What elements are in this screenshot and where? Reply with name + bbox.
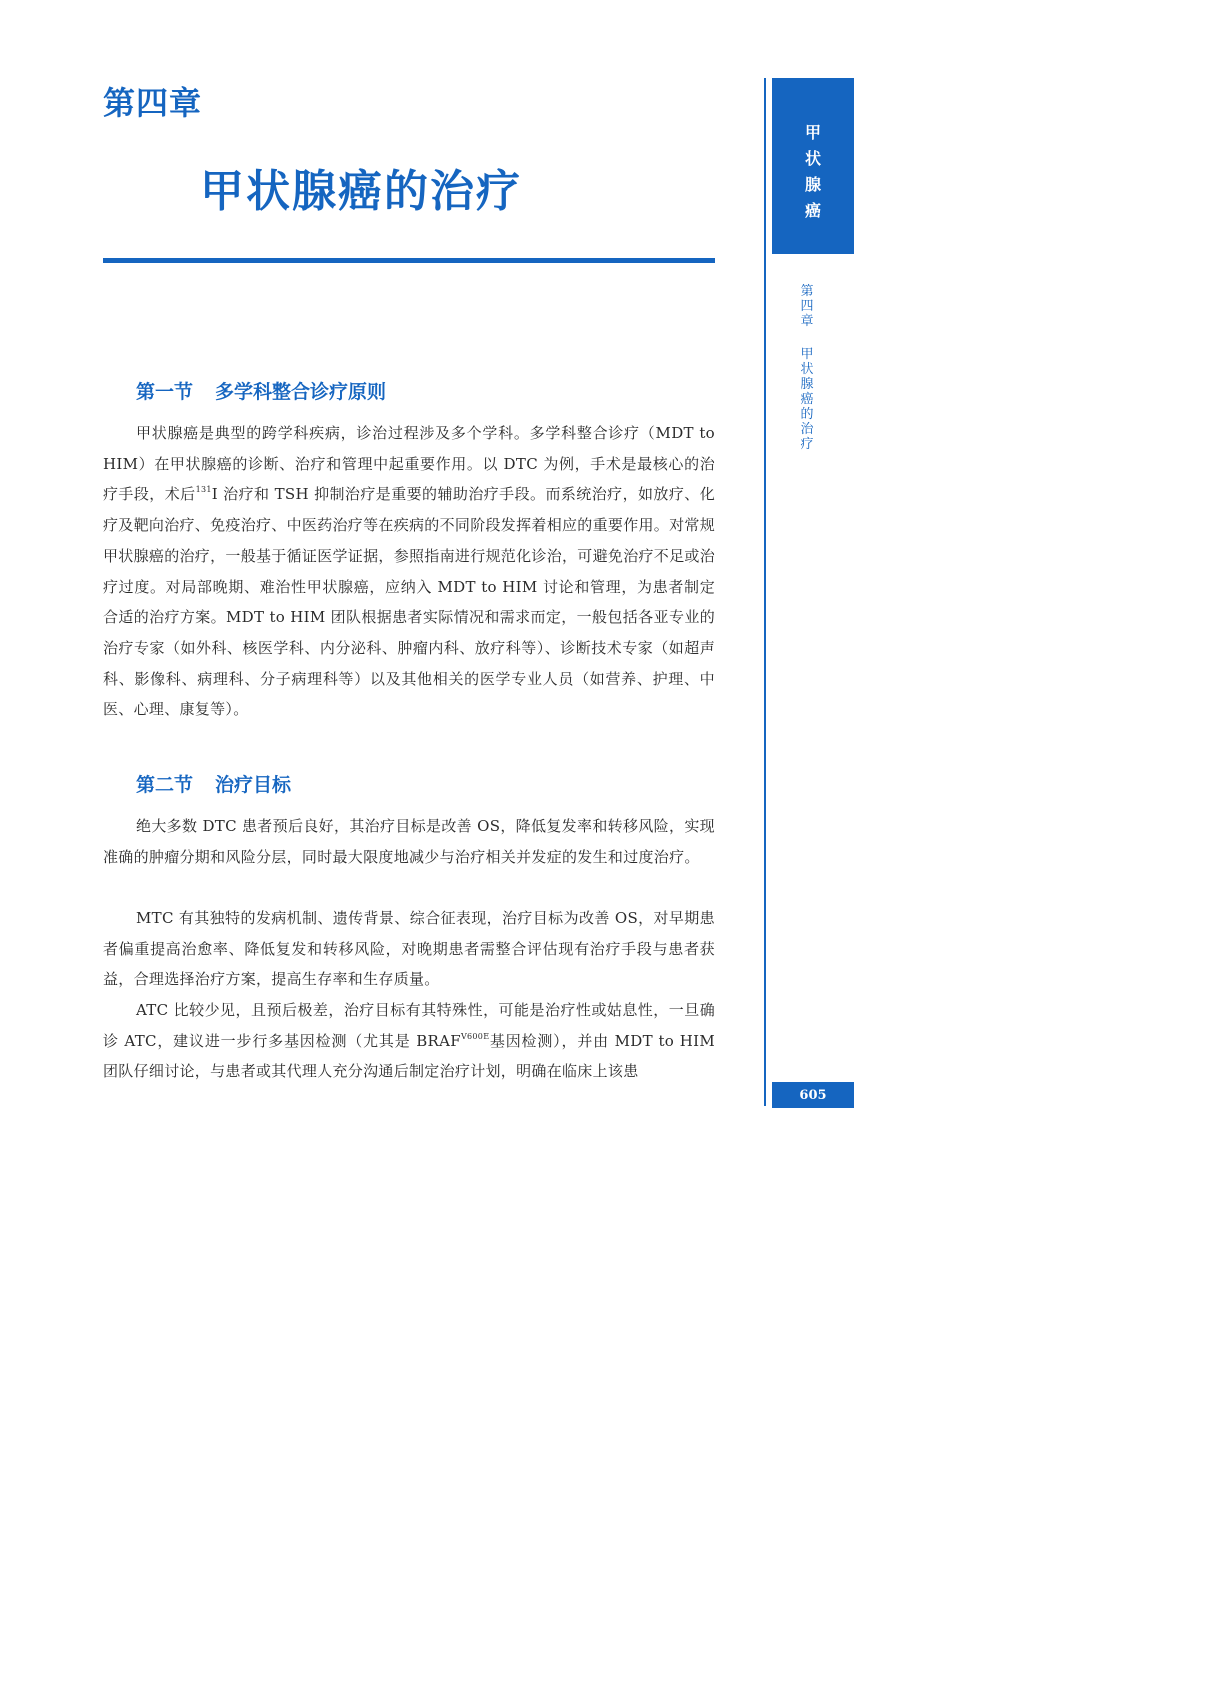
sidebar-char: 的 bbox=[800, 407, 814, 422]
paragraph: MTC 有其独特的发病机制、遗传背景、综合征表现，治疗目标为改善 OS，对早期患者偏重提高治愈率、降低复发和转移风险，对晚期患者需整合评估现有治疗手段与患者获益，合理选择治疗方案，提高生存率和生存质量。 bbox=[103, 909, 715, 989]
sidebar-tab-char: 状 bbox=[804, 149, 821, 168]
chapter-title: 甲状腺癌的治疗 bbox=[200, 166, 522, 217]
title-rule bbox=[103, 258, 715, 263]
section-number: 第一节 bbox=[136, 381, 194, 403]
superscript: V600E bbox=[460, 1031, 490, 1041]
section-heading-2 bbox=[136, 770, 291, 797]
sidebar-tab-char: 甲 bbox=[804, 123, 821, 142]
sidebar-char: 疗 bbox=[800, 437, 814, 452]
paragraph bbox=[103, 418, 715, 725]
section-number: 第二节 bbox=[136, 774, 194, 796]
sidebar-tab bbox=[772, 78, 854, 254]
chapter-label: 第四章 bbox=[103, 84, 203, 122]
section-title: 多学科整合诊疗原则 bbox=[215, 381, 387, 403]
page-number: 605 bbox=[772, 1082, 854, 1108]
sidebar-char: 腺 bbox=[800, 377, 814, 392]
sidebar-char: 癌 bbox=[800, 392, 814, 407]
text-run: I 治疗和 TSH 抑制治疗是重要的辅助治疗手段。而系统治疗，如放疗、化疗及靶向治疗、免疫治疗、中医药治疗等在疾病的不同阶段发挥着相应的重要作用。对常规甲状腺癌的治疗，一般基于循证医学证据，参照指南进行规范化诊治，可避免治疗不足或治疗过度。对局部晚期、难治性甲状腺癌，应纳入 MDT to HIM 讨论和管理，为患者制定合适的治疗方案。MDT to HIM 团队根据患者实际情况和需求而定，一般包括各亚专业的治疗专家（如外科、核医学科、内分泌科、肿瘤内科、放疗科等）、诊断技术专家（如超声科、影像科、病理科、分子病理科等）以及其他相关的医学专业人员（如营养、护理、中医、心理、康复等）。 bbox=[103, 485, 716, 719]
section-heading-1 bbox=[136, 377, 386, 404]
paragraph bbox=[103, 995, 715, 1087]
sidebar-char: 第 bbox=[800, 284, 814, 299]
sidebar-rule bbox=[764, 78, 766, 1106]
sidebar-char: 治 bbox=[800, 422, 814, 437]
section-title: 治疗目标 bbox=[215, 774, 292, 796]
sidebar-tab-char: 癌 bbox=[804, 201, 821, 220]
sidebar-tab-char: 腺 bbox=[804, 175, 821, 194]
sidebar-char: 四 bbox=[800, 299, 814, 314]
paragraph: 绝大多数 DTC 患者预后良好，其治疗目标是改善 OS，降低复发率和转移风险，实现准确的肿瘤分期和风险分层，同时最大限度地减少与治疗相关并发症的发生和过度治疗。 bbox=[103, 817, 715, 866]
sidebar-char: 章 bbox=[800, 314, 814, 329]
text-run: 基因检测），并由 MDT to HIM 团队仔细讨论，与患者或其代理人充分沟通后制定治疗计划，明确在临床上该患 bbox=[103, 1031, 715, 1081]
sidebar-char: 状 bbox=[800, 362, 814, 377]
text-run: 甲状腺癌是典型的跨学科疾病，诊治过程涉及多个学科。多学科整合诊疗（MDT to HIM）在甲状腺癌的诊断、治疗和管理中起重要作用。以 DTC 为例，手术是最核心的治疗手段，术后 bbox=[103, 424, 715, 504]
text-run: ATC 比较少见，且预后极差，治疗目标有其特殊性，可能是治疗性或姑息性，一旦确诊 ATC，建议进一步行多基因检测（尤其是 BRAF bbox=[103, 1001, 715, 1050]
sidebar-chapter-title bbox=[797, 284, 817, 452]
sidebar-char: 甲 bbox=[800, 347, 814, 362]
superscript: 131 bbox=[195, 485, 212, 495]
